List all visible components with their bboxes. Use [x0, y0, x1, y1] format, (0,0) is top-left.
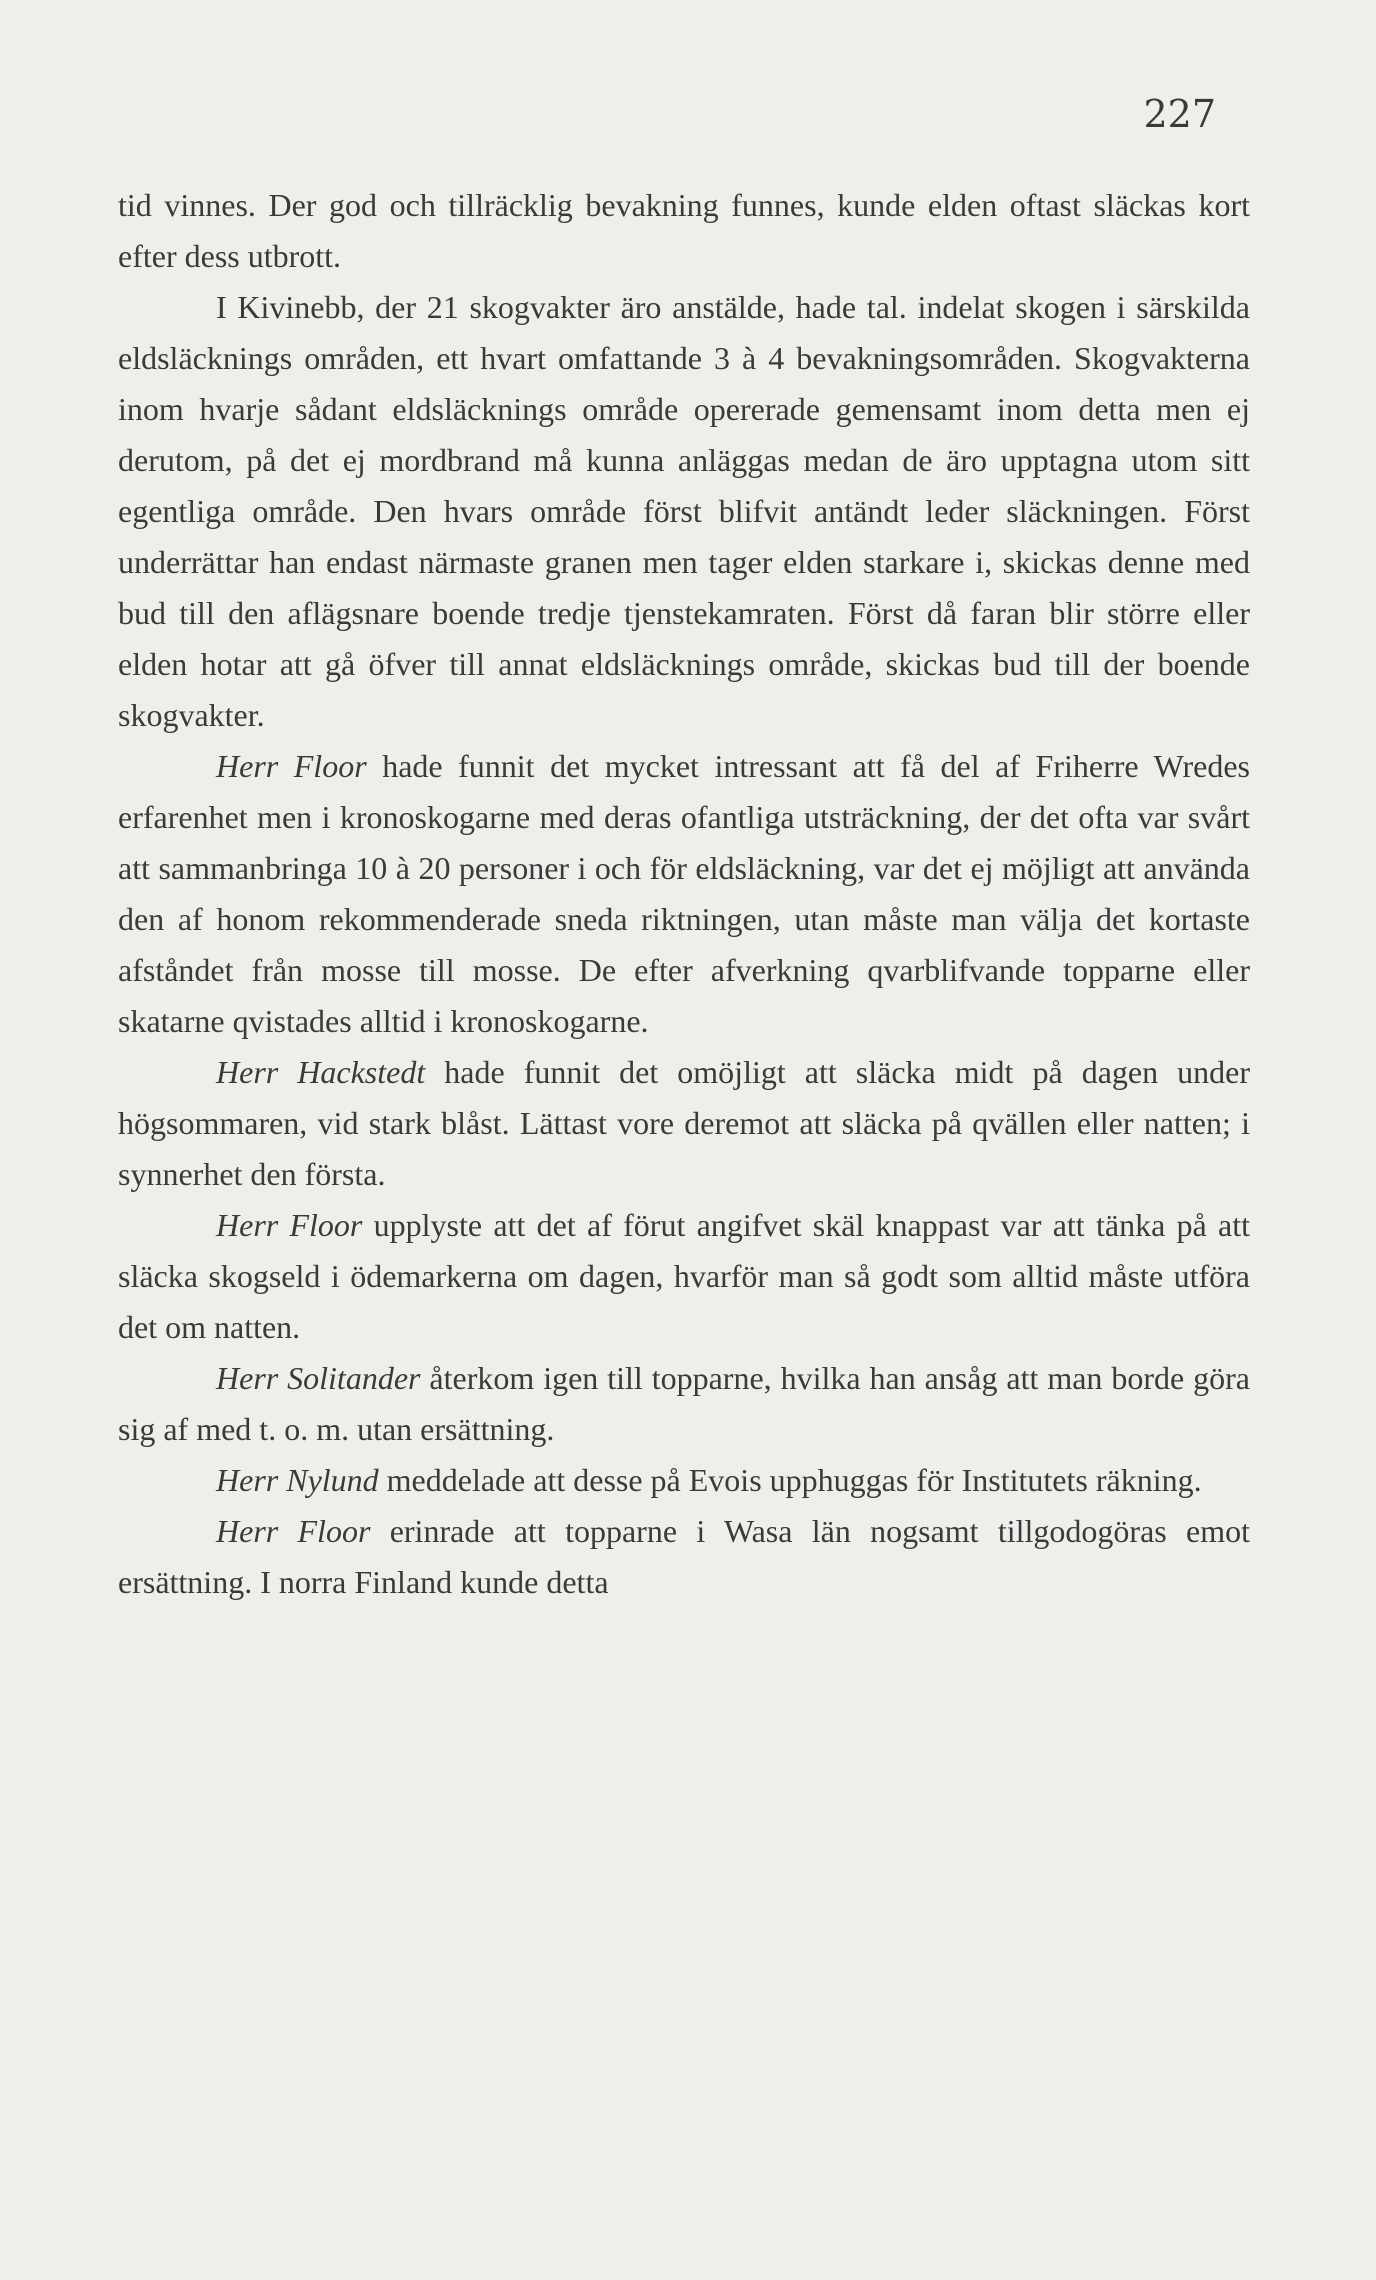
paragraph-hackstedt: [118, 1047, 1250, 1200]
speaker-name: Herr Floor: [216, 1207, 363, 1243]
paragraph-text: erinrade att topparne i Wasa län nogsamt tillgodogöras emot ersättning. I norra Finland kunde detta: [118, 1513, 1251, 1600]
page-number: 227: [1143, 92, 1216, 136]
paragraph-nylund: [118, 1455, 1250, 1506]
speaker-name: Herr Floor: [216, 748, 367, 784]
paragraph-text: upplyste att det af förut angifvet skäl knappast var att tänka på att släcka skogseld i ödemarkerna om dagen, hvarför man så godt som alltid måste utföra det om natten.: [118, 1207, 1251, 1345]
speaker-name: Herr Floor: [216, 1513, 371, 1549]
paragraph-text: återkom igen till topparne, hvilka han ansåg att man borde göra sig af med t. o. m. utan ersättning.: [118, 1360, 1251, 1447]
paragraph-continuation: [118, 180, 1250, 282]
speaker-name: Herr Nylund: [216, 1462, 379, 1498]
body-text: [118, 180, 1250, 1608]
paragraph-floor-1: [118, 741, 1250, 1047]
paragraph-kivinebb: [118, 282, 1250, 741]
paragraph-text: hade funnit det omöjligt att släcka midt på dagen under högsommaren, vid stark blåst. Lättast vore deremot att släcka på qvällen eller natten; i synnerhet den första.: [118, 1054, 1251, 1192]
paragraph-text: meddelade att desse på Evois upphuggas för Institutets räkning.: [378, 1462, 1202, 1498]
speaker-name: Herr Hackstedt: [216, 1054, 426, 1090]
paragraph-floor-2: [118, 1200, 1250, 1353]
paragraph-text: tid vinnes. Der god och tillräcklig bevakning funnes, kunde elden oftast släckas kort efter dess utbrott.: [118, 187, 1250, 274]
speaker-name: Herr Solitander: [216, 1360, 421, 1396]
paragraph-text: hade funnit det mycket intressant att få del af Friherre Wredes erfarenhet men i kronoskogarne med deras ofantliga utsträckning, der det ofta var svårt att sammanbringa 10 à 20 personer i och för eldsläckning, var det ej möjligt att använda den af honom rekommenderade sneda riktningen, utan måste man välja det kortaste afståndet från mosse till mosse. De efter afverkning qvarblifvande topparne eller skatarne qvistades alltid i kronoskogarne.: [118, 748, 1251, 1039]
paragraph-floor-3: [118, 1506, 1250, 1608]
paragraph-text: I Kivinebb, der 21 skogvakter äro anstälde, hade tal. indelat skogen i särskilda eldsläcknings områden, ett hvart omfattande 3 à 4 bevakningsområden. Skogvakterna inom hvarje sådant eldsläcknings område opererade gemensamt inom detta men ej derutom, på det ej mordbrand må kunna anläggas medan de äro upptagna utom sitt egentliga område. Den hvars område först blifvit antändt leder släckningen. Först underrättar han endast närmaste granen men tager elden starkare i, skickas denne med bud till den aflägsnare boende tredje tjenstekamraten. Först då faran blir större eller elden hotar att gå öfver till annat eldsläcknings område, skickas bud till der boende skogvakter.: [118, 289, 1250, 733]
paragraph-solitander: [118, 1353, 1250, 1455]
